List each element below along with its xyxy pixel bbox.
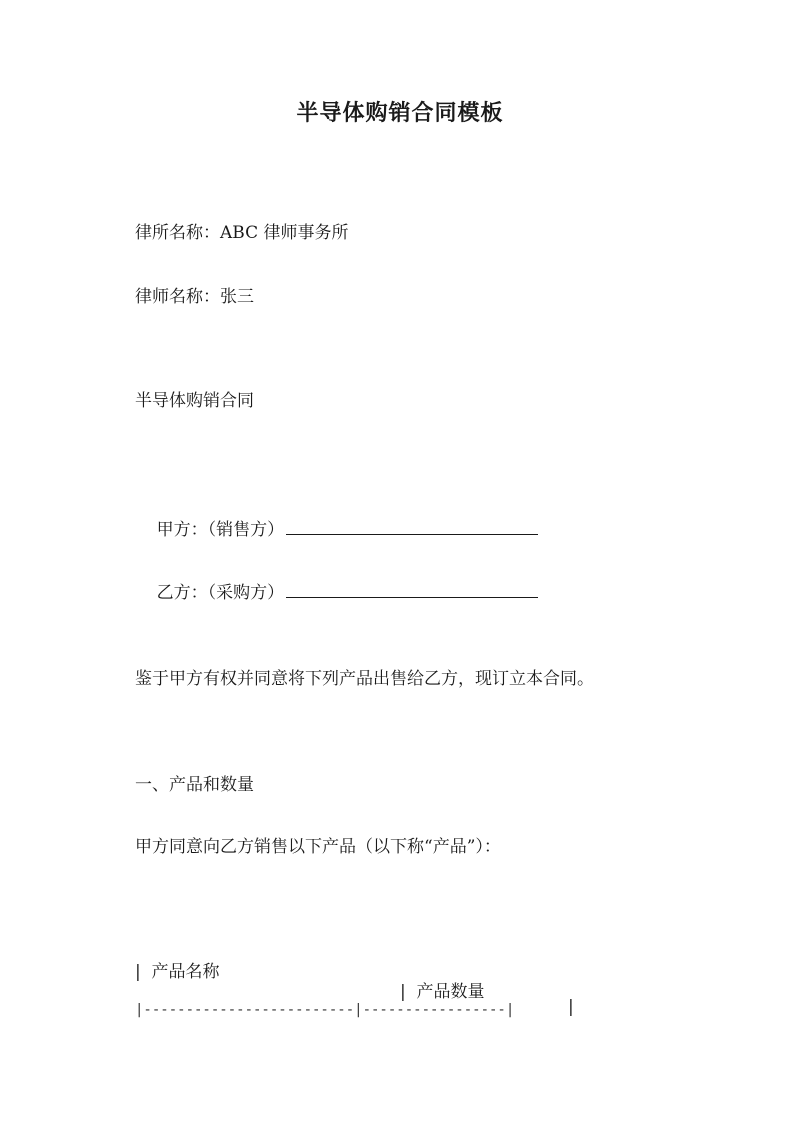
party-a-label: 甲方：（销售方） [156, 520, 285, 540]
party-b-label: 乙方：（采购方） [156, 583, 285, 603]
section1-heading: 一、产品和数量 [135, 775, 254, 795]
law-firm-line: 律所名称：ABC 律师事务所 [135, 223, 349, 243]
preamble-paragraph: 鉴于甲方有权并同意将下列产品出售给乙方，现订立本合同。 [135, 669, 594, 689]
party-a-line [135, 495, 538, 560]
party-a-blank[interactable] [286, 516, 538, 535]
contract-heading: 半导体购销合同 [135, 391, 254, 411]
table-separator-row: |-------------------------|-----------------| [135, 1002, 515, 1018]
document-title: 半导体购销合同模板 [296, 100, 504, 126]
table-header-end: | [568, 997, 574, 1017]
lawyer-line: 律师名称：张三 [135, 287, 254, 307]
table-header-row [135, 937, 574, 1037]
party-b-line [135, 558, 538, 623]
party-b-blank[interactable] [286, 579, 538, 598]
table-header-product-name: | 产品名称 [135, 962, 220, 982]
section1-intro: 甲方同意向乙方销售以下产品（以下称“产品”）： [135, 837, 501, 857]
table-header-product-quantity: | 产品数量 [400, 982, 485, 1002]
